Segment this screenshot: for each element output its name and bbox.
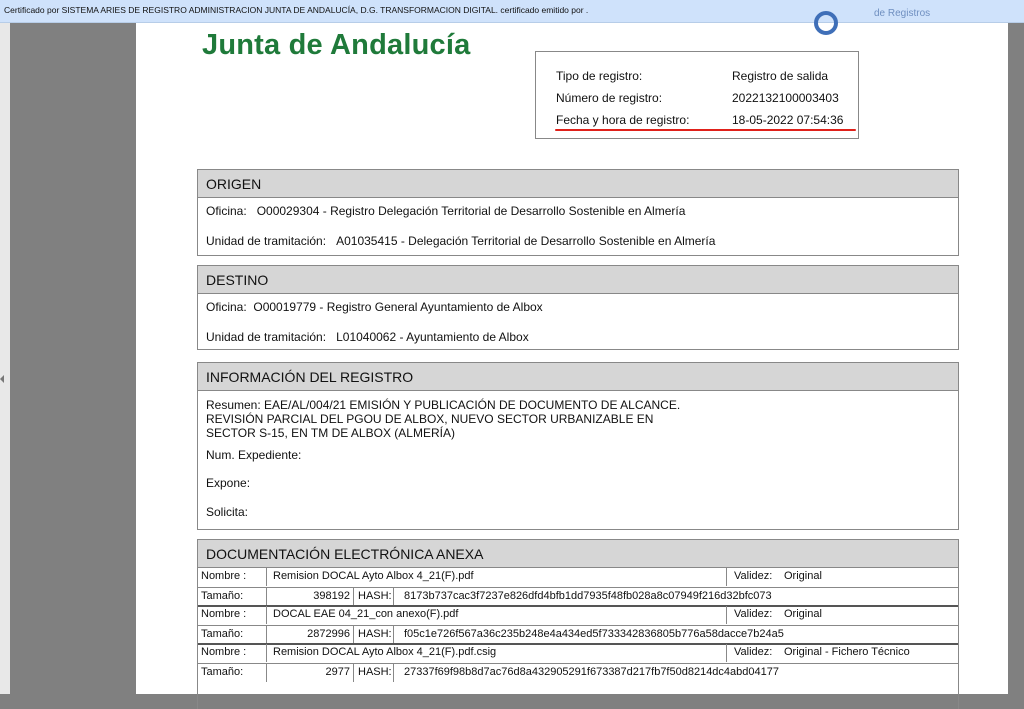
viewer-background-right — [1008, 23, 1024, 694]
registro-value: 2022132100003403 — [732, 91, 839, 105]
expone-label: Expone: — [206, 476, 251, 490]
oficina-value: O00029304 - Registro Delegación Territorial de Desarrollo Sostenible en Almería — [256, 204, 686, 218]
hash-value: 8173b737cac3f7237e826dfd4bfb1dd7935f48fb028a8c07949f216d32bfc073 — [404, 590, 772, 602]
document-name[interactable]: Remision DOCAL Ayto Albox 4_21(F).pdf — [273, 570, 474, 582]
resumen-line: SECTOR S-15, EN TM DE ALBOX (ALMERÍA) — [206, 426, 455, 440]
sir-logo-icon — [814, 11, 838, 35]
tamano-value: 2977 — [325, 666, 350, 678]
validez-value: Original — [784, 570, 822, 582]
table-row — [198, 568, 958, 587]
resumen-text — [206, 398, 806, 440]
certificate-banner: Certificado por SISTEMA ARIES DE REGISTRO ADMINISTRACION JUNTA DE ANDALUCÍA, D.G. TRANSFORMACION DIGITAL. certificado emitido por . — [0, 0, 1024, 23]
viewer-background — [10, 23, 136, 694]
sir-logo-label: de Registros — [874, 8, 931, 19]
section-header: DOCUMENTACIÓN ELECTRÓNICA ANEXA — [198, 540, 958, 568]
origen-oficina — [206, 204, 685, 218]
registro-value: 18-05-2022 07:54:36 — [732, 113, 844, 127]
hash-value: f05c1e726f567a36c235b248e4a434ed5f733342836805b776a58dacce7b24a5 — [404, 628, 784, 640]
tamano-label: Tamaño: — [201, 628, 244, 640]
destino-section — [197, 265, 959, 350]
oficina-value: O00019779 - Registro General Ayuntamiento de Albox — [253, 300, 543, 314]
hash-value: 27337f69f98b8d7ac76d8a432905291f673387d217fb7f50d8214dc4abd04177 — [404, 666, 779, 678]
registro-box — [535, 51, 859, 139]
table-row — [198, 625, 958, 644]
oficina-label: Oficina: — [206, 300, 247, 314]
registro-key: Número de registro: — [556, 91, 663, 105]
unidad-value: A01035415 - Delegación Territorial de Desarrollo Sostenible en Almería — [336, 234, 716, 248]
collapse-arrow-icon[interactable] — [0, 375, 4, 383]
annotation-underline — [555, 129, 856, 131]
registro-key: Tipo de registro: — [556, 69, 643, 83]
unidad-label: Unidad de tramitación: — [206, 330, 327, 344]
hash-label: HASH: — [358, 590, 392, 602]
destino-unidad — [206, 330, 529, 344]
solicita-label: Solicita: — [206, 505, 249, 519]
nombre-label: Nombre : — [201, 646, 247, 658]
section-header: ORIGEN — [198, 170, 958, 198]
origen-section — [197, 169, 959, 256]
hash-label: HASH: — [358, 628, 392, 640]
validez-label: Validez: — [734, 646, 773, 658]
informacion-section — [197, 362, 959, 530]
document-name[interactable]: DOCAL EAE 04_21_con anexo(F).pdf — [273, 608, 459, 620]
unidad-value: L01040062 - Ayuntamiento de Albox — [336, 330, 529, 344]
section-header: DESTINO — [198, 266, 958, 294]
tamano-label: Tamaño: — [201, 666, 244, 678]
validez-label: Validez: — [734, 608, 773, 620]
resumen-line: Resumen: EAE/AL/004/21 EMISIÓN Y PUBLICACIÓN DE DOCUMENTO DE ALCANCE. — [206, 398, 681, 412]
unidad-label: Unidad de tramitación: — [206, 234, 327, 248]
section-header: INFORMACIÓN DEL REGISTRO — [198, 363, 958, 391]
tamano-value: 2872996 — [307, 628, 350, 640]
oficina-label: Oficina: — [206, 204, 247, 218]
destino-oficina — [206, 300, 543, 314]
resumen-line: REVISIÓN PARCIAL DEL PGOU DE ALBOX, NUEVO SECTOR URBANIZABLE EN — [206, 412, 654, 426]
table-row — [198, 663, 958, 682]
registro-value: Registro de salida — [732, 69, 829, 83]
left-panel-strip — [0, 23, 10, 694]
document-name[interactable]: Remision DOCAL Ayto Albox 4_21(F).pdf.csig — [273, 646, 497, 658]
validez-label: Validez: — [734, 570, 773, 582]
expediente-label: Num. Expediente: — [206, 448, 302, 462]
junta-logo: Junta de Andalucía — [202, 29, 471, 61]
documentacion-section — [197, 539, 959, 709]
registro-key: Fecha y hora de registro: — [556, 113, 690, 127]
nombre-label: Nombre : — [201, 608, 247, 620]
table-row — [198, 587, 958, 606]
tamano-label: Tamaño: — [201, 590, 244, 602]
hash-label: HASH: — [358, 666, 392, 678]
validez-value: Original - Fichero Técnico — [784, 646, 910, 658]
table-row — [198, 644, 958, 663]
table-row — [198, 606, 958, 625]
tamano-value: 398192 — [313, 590, 350, 602]
nombre-label: Nombre : — [201, 570, 247, 582]
validez-value: Original — [784, 608, 822, 620]
origen-unidad — [206, 234, 715, 248]
